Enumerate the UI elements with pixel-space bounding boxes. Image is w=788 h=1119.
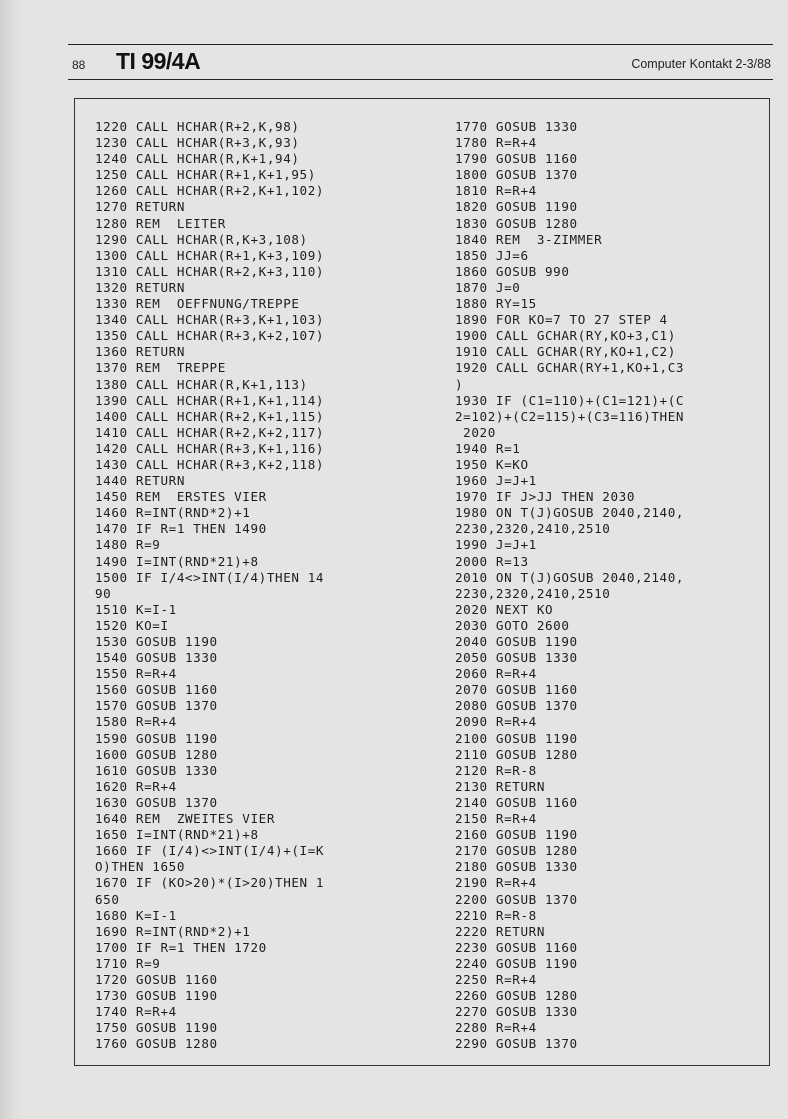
code-line: 1330 REM OEFFNUNG/TREPPE [95, 296, 300, 312]
code-line: 1660 IF (I/4)<>INT(I/4)+(I=K [95, 843, 325, 859]
code-line: 1450 REM ERSTES VIER [95, 489, 267, 505]
code-line: 2140 GOSUB 1160 [455, 794, 578, 810]
code-line: 1520 KO=I [95, 617, 169, 633]
code-line: 1760 GOSUB 1280 [95, 1036, 218, 1052]
program-listing [74, 98, 770, 1066]
code-line: 2280 R=R+4 [455, 1020, 537, 1036]
code-line: 1830 GOSUB 1280 [455, 215, 578, 231]
code-line: 2220 RETURN [455, 923, 546, 939]
code-line: 1680 K=I-1 [95, 907, 177, 923]
code-line: 1500 IF I/4<>INT(I/4)THEN 14 [95, 569, 325, 585]
code-line: 1430 CALL HCHAR(R+3,K+2,118) [95, 456, 325, 472]
code-line: 2150 R=R+4 [455, 811, 537, 827]
code-line: 2080 GOSUB 1370 [455, 698, 578, 714]
code-line: 1260 CALL HCHAR(R+2,K+1,102) [95, 183, 325, 199]
code-line: 1510 K=I-1 [95, 601, 177, 617]
code-line: 2210 R=R-8 [455, 907, 537, 923]
code-line: 2230,2320,2410,2510 [455, 521, 611, 537]
code-line: 1980 ON T(J)GOSUB 2040,2140, [455, 505, 685, 521]
code-line: 1970 IF J>JJ THEN 2030 [455, 489, 636, 505]
code-line: 1490 I=INT(RND*21)+8 [95, 553, 259, 569]
code-line: 1730 GOSUB 1190 [95, 988, 218, 1004]
code-line: O)THEN 1650 [95, 859, 186, 875]
code-line: 650 [95, 891, 120, 907]
code-line: 1750 GOSUB 1190 [95, 1020, 218, 1036]
code-line: 1230 CALL HCHAR(R+3,K,93) [95, 135, 300, 151]
code-line: 2090 R=R+4 [455, 714, 537, 730]
code-line: 1550 R=R+4 [95, 666, 177, 682]
code-line: 1580 R=R+4 [95, 714, 177, 730]
code-line: 1960 J=J+1 [455, 473, 537, 489]
code-line: 2030 GOTO 2600 [455, 617, 570, 633]
code-line: 1690 R=INT(RND*2)+1 [95, 923, 251, 939]
code-line: 1860 GOSUB 990 [455, 263, 570, 279]
code-line: 2040 GOSUB 1190 [455, 634, 578, 649]
code-line: 1930 IF (C1=110)+(C1=121)+(C [455, 392, 685, 408]
code-line: 1620 R=R+4 [95, 778, 177, 794]
listing-right-column [455, 119, 755, 1052]
code-line: 1650 I=INT(RND*21)+8 [95, 827, 259, 843]
code-line: 1470 IF R=1 THEN 1490 [95, 521, 267, 537]
code-line: 1900 CALL GCHAR(RY,KO+3,C1) [455, 328, 676, 344]
code-line: 1950 K=KO [455, 456, 529, 472]
code-line: 2170 GOSUB 1280 [455, 843, 578, 859]
code-line: 2180 GOSUB 1330 [455, 859, 578, 875]
code-line: 1480 R=9 [95, 537, 161, 553]
code-line: 2130 RETURN [455, 778, 546, 794]
code-line: 1460 R=INT(RND*2)+1 [95, 505, 251, 521]
code-line: 1920 CALL GCHAR(RY+1,KO+1,C3 [455, 360, 685, 376]
code-line: 1440 RETURN [95, 473, 186, 489]
code-line: 1640 REM ZWEITES VIER [95, 811, 276, 827]
code-line: 2010 ON T(J)GOSUB 2040,2140, [455, 569, 685, 585]
code-line: 1880 RY=15 [455, 296, 537, 312]
code-line: 2120 R=R-8 [455, 762, 537, 778]
code-line: 1870 J=0 [455, 279, 521, 295]
code-line: 1300 CALL HCHAR(R+1,K+3,109) [95, 247, 325, 263]
code-line: 1990 J=J+1 [455, 537, 537, 553]
code-line: 1560 GOSUB 1160 [95, 682, 218, 698]
section-title: TI 99/4A [116, 48, 201, 74]
code-line: 2190 R=R+4 [455, 875, 537, 891]
code-line: 2020 NEXT KO [455, 601, 554, 617]
page-number: 88 [72, 58, 86, 72]
code-line: 1720 GOSUB 1160 [95, 971, 218, 987]
code-line: 1770 GOSUB 1330 [455, 119, 578, 134]
code-line: 1290 CALL HCHAR(R,K+3,108) [95, 231, 308, 247]
code-line: 1810 R=R+4 [455, 183, 537, 199]
issue-label: Computer Kontakt 2-3/88 [631, 57, 771, 71]
code-line: 2290 GOSUB 1370 [455, 1036, 578, 1052]
code-line: 1240 CALL HCHAR(R,K+1,94) [95, 151, 300, 167]
code-line: 2050 GOSUB 1330 [455, 650, 578, 666]
code-line: 1800 GOSUB 1370 [455, 167, 578, 183]
listing-left-column [95, 119, 425, 1052]
code-line: 2000 R=13 [455, 553, 529, 569]
code-line: 1410 CALL HCHAR(R+2,K+2,117) [95, 424, 325, 440]
code-line: 2230,2320,2410,2510 [455, 585, 611, 601]
code-line: 1600 GOSUB 1280 [95, 746, 218, 762]
code-line: 1850 JJ=6 [455, 247, 529, 263]
code-line: ) [455, 376, 464, 392]
code-line: 1820 GOSUB 1190 [455, 199, 578, 215]
page-header [68, 44, 773, 80]
page-spine-shadow [0, 0, 22, 1119]
code-line: 1280 REM LEITER [95, 215, 226, 231]
code-line: 2240 GOSUB 1190 [455, 955, 578, 971]
code-line: 2=102)+(C2=115)+(C3=116)THEN [455, 408, 685, 424]
code-line: 2070 GOSUB 1160 [455, 682, 578, 698]
code-line: 1390 CALL HCHAR(R+1,K+1,114) [95, 392, 325, 408]
code-line: 2250 R=R+4 [455, 971, 537, 987]
code-line: 1250 CALL HCHAR(R+1,K+1,95) [95, 167, 316, 183]
code-line: 1790 GOSUB 1160 [455, 151, 578, 167]
code-line: 1320 RETURN [95, 279, 186, 295]
code-line: 1700 IF R=1 THEN 1720 [95, 939, 267, 955]
code-line: 1350 CALL HCHAR(R+3,K+2,107) [95, 328, 325, 344]
code-line: 1340 CALL HCHAR(R+3,K+1,103) [95, 312, 325, 328]
code-line: 1940 R=1 [455, 440, 521, 456]
code-line: 2260 GOSUB 1280 [455, 988, 578, 1004]
code-line: 1590 GOSUB 1190 [95, 730, 218, 746]
code-line: 1310 CALL HCHAR(R+2,K+3,110) [95, 263, 325, 279]
code-line: 2100 GOSUB 1190 [455, 730, 578, 746]
code-line: 1360 RETURN [95, 344, 186, 360]
code-line: 1610 GOSUB 1330 [95, 762, 218, 778]
code-line: 2230 GOSUB 1160 [455, 939, 578, 955]
code-line: 1220 CALL HCHAR(R+2,K,98) [95, 119, 300, 134]
code-line: 1420 CALL HCHAR(R+3,K+1,116) [95, 440, 325, 456]
code-line: 2020 [455, 424, 496, 440]
code-line: 1530 GOSUB 1190 [95, 634, 218, 649]
code-line: 2270 GOSUB 1330 [455, 1004, 578, 1020]
code-line: 1370 REM TREPPE [95, 360, 226, 376]
code-line: 1710 R=9 [95, 955, 161, 971]
code-line: 1570 GOSUB 1370 [95, 698, 218, 714]
code-line: 1670 IF (KO>20)*(I>20)THEN 1 [95, 875, 325, 891]
code-line: 1740 R=R+4 [95, 1004, 177, 1020]
code-line: 1910 CALL GCHAR(RY,KO+1,C2) [455, 344, 676, 360]
code-line: 2110 GOSUB 1280 [455, 746, 578, 762]
code-line: 2160 GOSUB 1190 [455, 827, 578, 843]
code-line: 90 [95, 585, 112, 601]
code-line: 1890 FOR KO=7 TO 27 STEP 4 [455, 312, 668, 328]
code-line: 1270 RETURN [95, 199, 186, 215]
code-line: 1630 GOSUB 1370 [95, 794, 218, 810]
code-line: 1780 R=R+4 [455, 135, 537, 151]
code-line: 1840 REM 3-ZIMMER [455, 231, 603, 247]
code-line: 1380 CALL HCHAR(R,K+1,113) [95, 376, 308, 392]
code-line: 2200 GOSUB 1370 [455, 891, 578, 907]
code-line: 1540 GOSUB 1330 [95, 650, 218, 666]
code-line: 2060 R=R+4 [455, 666, 537, 682]
code-line: 1400 CALL HCHAR(R+2,K+1,115) [95, 408, 325, 424]
